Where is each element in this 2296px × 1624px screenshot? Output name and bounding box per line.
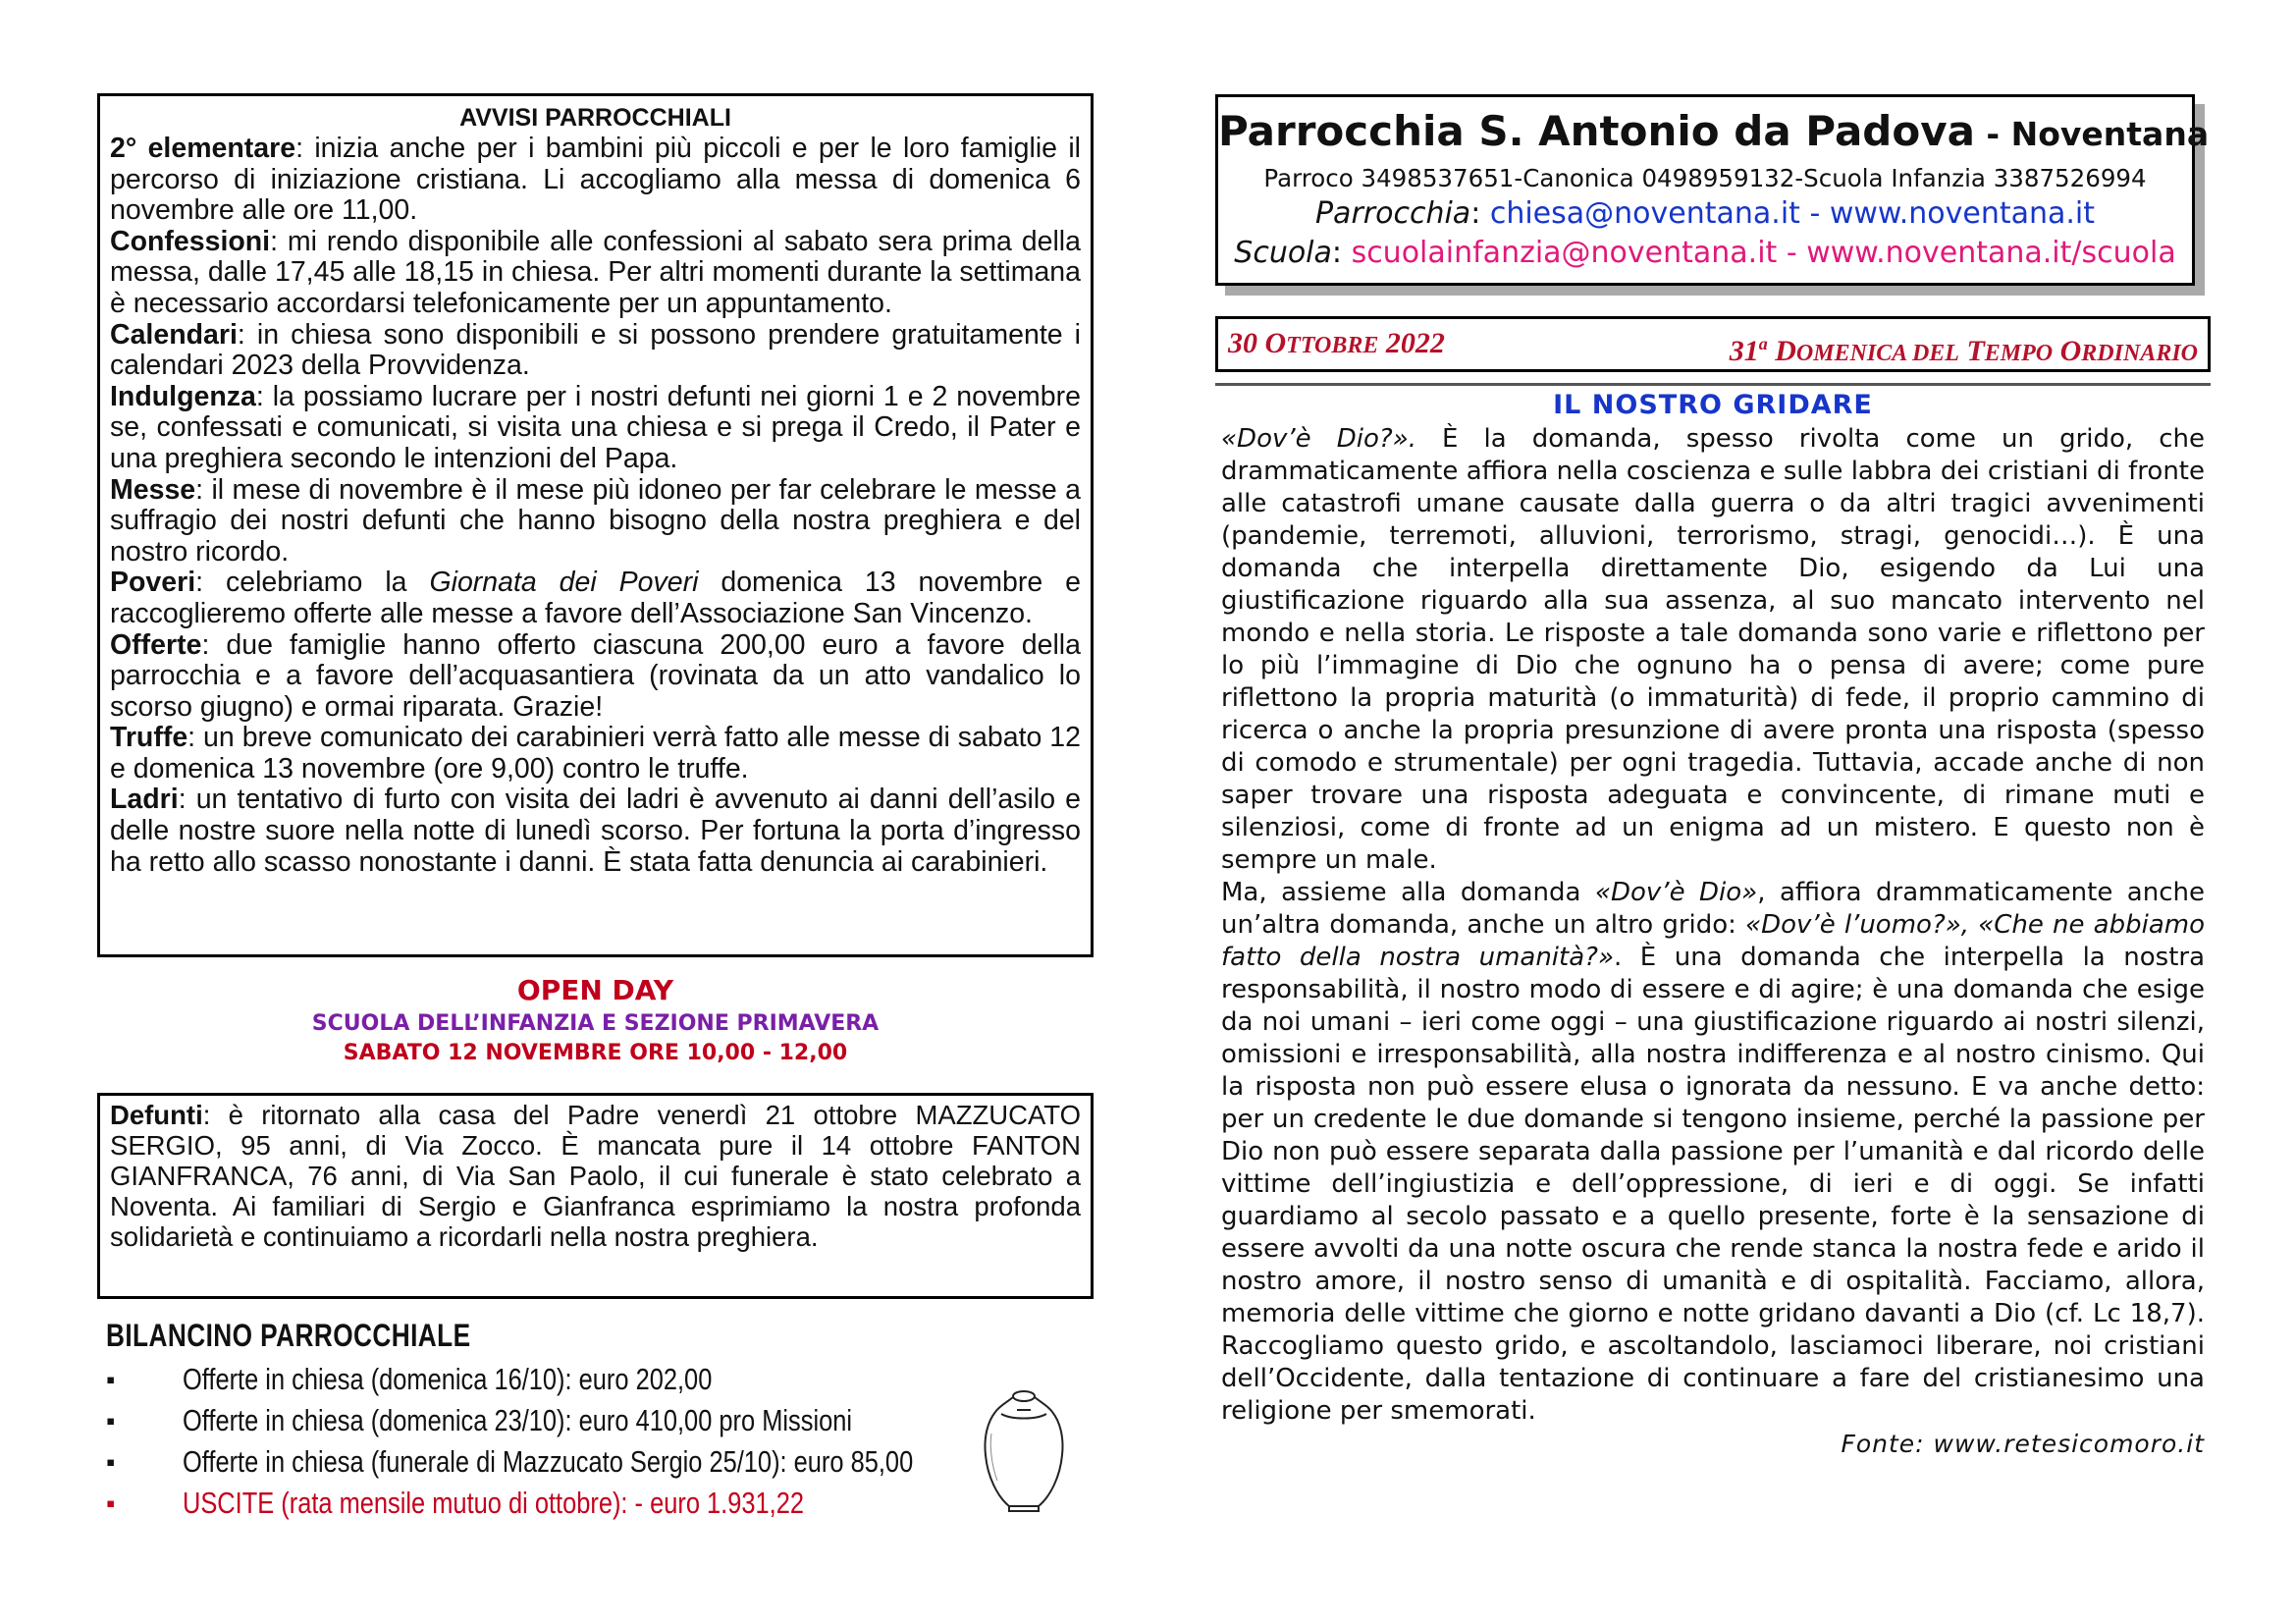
bilancino-item-text: Offerte in chiesa (funerale di Mazzucato Sergio 25/10): euro 85,00 [183,1444,914,1479]
offering-urn-icon [978,1386,1070,1514]
list-item [106,1359,1088,1400]
avviso-label: Messe [110,473,196,506]
parish-location: - Noventana [1974,115,2210,153]
article-paragraph [1221,877,2205,1428]
avviso-label: Poveri [110,567,196,599]
article-text: Ma, assieme alla domanda [1221,878,1595,907]
scuola-email-link[interactable]: scuolainfanzia@noventana.it [1351,236,1778,270]
sunday-part: RDINARIO [2081,341,2198,366]
open-day-title: OPEN DAY [516,974,674,1006]
avviso-item [110,227,1081,320]
avviso-item [110,568,1081,629]
parrocchia-web-link[interactable]: www.noventana.it [1829,196,2096,231]
sunday-part: OMENICA DEL [1795,341,1959,366]
list-item [106,1400,1088,1441]
open-day-notice [97,972,1094,1068]
article-title: IL NOSTRO GRIDARE [1553,390,1873,420]
issue-date [1228,319,1445,370]
avviso-text: : mi rendo disponibile alle confessioni al sabato sera prima della messa, dalle 17,45 alle 18,15 in chiesa. Per altri momenti durante la settimana è necessario accordarsi telefonicamente per un appuntamento. [110,225,1081,319]
date-part: 2022 [1378,327,1445,359]
avviso-label: Indulgenza [110,380,256,412]
avvisi-title: AVVISI PARROCCHIALI [459,104,731,132]
parrocchia-label: Parrocchia [1314,196,1471,231]
bilancino-item-text: Offerte in chiesa (domenica 16/10): euro 202,00 [183,1362,713,1396]
avviso-text: : in chiesa sono disponibili e si possono prendere gratuitamente i calendari 2023 della Provvidenza. [110,318,1081,382]
list-item [106,1483,1088,1524]
bilancino-item-text: Offerte in chiesa (domenica 23/10): euro 410,00 pro Missioni [183,1403,853,1437]
sunday-part: D [1767,335,1796,367]
article-text: . È una domanda che interpella la nostra responsabilità, il nostro modo di essere e di agire; è una domanda che esige da noi umani – ieri come oggi – una giustificazione riguardo ai nostri silenzi, omissioni e irresponsabilità, alla nostra indifferenza e al nostro cinismo. Qui la risposta non può essere elusa o ignorata da nessuno. E va anche detto: per un credente le due domande si tengono insieme, perché la passione per Dio non può essere separata dalla passione per l’umanità e dal ricordo delle vittime dell’ingiustizia e dell’oppressione, di ieri e di oggi. Se infatti guardiamo al secolo passato e a quello presente, forte è la sensazione di essere avvolti da una notte oscura che rende stanca la nostra fede e arido il nostro amore, il nostro senso di umanità e di ospitalità. Facciamo, allora, memoria delle vittime che giorno e notte gridano davanti a Dio (cf. Lc 18,7). Raccogliamo questo grido, e ascoltandolo, lasciamoci liberare, noi cristiani dell’Occidente, dalla tentazione di continuare a fare del cristianesimo una religione per smemorati. [1221,943,2206,1426]
defunti-box [97,1093,1094,1299]
parish-title [1218,103,2210,163]
scuola-line: Scuola: scuolainfanzia@noventana.it - www.noventana.it/scuola [1234,236,2176,270]
defunti-text: : è ritornato alla casa del Padre venerdì 21 ottobre MAZZUCATO SERGIO, 95 anni, di Via Zocco. È mancata pure il 14 ottobre FANTON GIANFRANCA, 76 anni, di Via San Paolo, il cui funerale è stato celebrato a Noventa. Ai familiari di Sergio e Gianfranca esprimiamo la nostra profonda solidarietà e continuiamo a ricordarli nella nostra preghiera. [110,1100,1081,1252]
avviso-text: : il mese di novembre è il mese più idoneo per far celebrare le messe a suffragio dei nostri defunti che hanno bisogno della nostra preghiera e del nostro ricordo. [110,473,1081,568]
open-day-when: SABATO 12 NOVEMBRE ORE 10,00 - 12,00 [343,1041,848,1065]
avviso-label: Offerte [110,628,202,661]
bilancino-title: BILANCINO PARROCCHIALE [106,1318,471,1353]
avviso-item [110,723,1081,785]
bullet-icon: ▪ [106,1406,116,1435]
avviso-item [110,785,1081,878]
avviso-italic: Giornata dei Poveri [429,567,699,599]
avviso-item [110,475,1081,568]
avviso-text: : inizia anche per i bambini più piccoli e per le loro famiglie il percorso di iniziazione cristiana. Li accogliamo alla messa di domenica 6 novembre alle ore 11,00. [110,133,1081,227]
separator: - [1799,196,1830,231]
avviso-text: : due famiglie hanno offerto ciascuna 200,00 euro a favore della parrocchia e a favore dell’acquasantiera (rovinata da un atto vandalico lo scorso giugno) e ormai riparata. Grazie! [110,628,1081,723]
sunday-part: a [1758,334,1768,353]
article-quote: «Dov’è Dio?». [1221,424,1416,454]
avviso-label: Calendari [110,318,238,351]
avviso-text: : un breve comunicato dei carabinieri verrà fatto alle messe di sabato 12 e domenica 13 novembre (ore 9,00) contro le truffe. [110,722,1081,785]
article-paragraph [1221,423,2205,877]
divider [1215,383,2211,386]
avviso-label: 2° elementare [110,133,296,164]
avviso-item [110,630,1081,724]
bullet-icon: ▪ [106,1489,116,1518]
avviso-text: : un tentativo di furto con visita dei ladri è avvenuto ai danni dell’asilo e delle nostre suore nella notte di lunedì scorso. Per fortuna la porta d’ingresso ha retto allo scasso nonostante i danni. È stata fatta denuncia ai carabinieri. [110,784,1081,878]
parish-contacts: Parroco 3498537651-Canonica 0498959132-Scuola Infanzia 3387526994 [1263,164,2147,192]
date-part: TTOBRE [1286,333,1379,358]
list-item [106,1441,1088,1483]
avviso-text: : la possiamo lucrare per i nostri defunti nei giorni 1 e 2 novembre se, confessati e comunicati, si visita una chiesa e si prega il Credo, il Pater e una preghiera secondo le intenzioni del Papa. [110,380,1081,474]
avviso-item [110,320,1081,382]
sunday-part: T [1958,335,1985,367]
article [1221,388,2205,1461]
article-text: È la domanda, spesso rivolta come un grido, che drammaticamente affiora nella coscienza e sulle labbra dei cristiani di fronte alle catastrofi umane causate dalla guerra o da altri tragici avvenimenti (pandemie, terremoti, alluvioni, terrorismo, stragi, genocidi…). È una domanda che interpella direttamente Dio, esigendo da Lui una giustificazione riguardo alla sua assenza, al suo mancato intervento nel mondo e nella storia. Le risposte a tale domanda sono varie e riflettono per lo più l’immagine di Dio che ognuno ha o pensa di avere; come pure riflettono la propria maturità (o immaturità) di fede, il proprio cammino di ricerca o anche la propria presunzione di avere pronta una risposta (spesso di comodo e strumentale) per ogni tragedia. Tuttavia, accade anche di non saper trovare una risposta adeguata e convincente, di rimane muti e silenziosi, come di fronte ad un enigma ad un mistero. E questo non è sempre un male. [1221,424,2206,875]
avviso-label: Ladri [110,784,179,816]
article-quote: «Dov’è l’uomo?», «Che ne abbiamo fatto della nostra umanità?» [1221,910,2205,972]
liturgical-sunday [1730,319,2198,378]
parish-header [1215,94,2210,286]
article-source: Fonte: www.retesicomoro.it [1841,1430,2205,1458]
sunday-part: 31 [1729,335,1759,367]
avviso-text: : celebriamo la [195,567,430,599]
article-quote: «Dov’è Dio» [1594,878,1758,907]
avviso-item [110,382,1081,475]
liturgical-date-band [1215,316,2211,372]
sunday-part: O [2053,335,2082,367]
date-part: 30 O [1228,327,1287,359]
parrocchia-email-link[interactable]: chiesa@noventana.it [1489,196,1800,231]
avviso-label: Truffe [110,722,188,754]
separator: - [1777,236,1807,270]
parrocchia-line: Parrocchia: chiesa@noventana.it - www.noventana.it [1314,196,2096,231]
article-text: , affiora drammaticamente anche un’altra domanda, anche un altro grido: [1221,878,2205,940]
avvisi-box [97,93,1094,957]
defunti-label: Defunti [110,1100,203,1130]
scuola-web-link[interactable]: www.noventana.it/scuola [1806,236,2176,270]
bilancino-section [106,1316,1088,1524]
avviso-text: domenica 13 novembre e raccoglieremo offerte alle messe a favore dell’Associazione San Vincenzo. [110,567,1081,629]
bullet-icon: ▪ [106,1365,116,1394]
bullet-icon: ▪ [106,1447,116,1477]
scuola-label: Scuola [1234,236,1332,270]
bilancino-item-text: USCITE (rata mensile mutuo di ottobre): - euro 1.931,22 [183,1486,804,1520]
bilancino-list [106,1359,1088,1524]
open-day-subtitle: SCUOLA DELL’INFANZIA E SEZIONE PRIMAVERA [311,1011,880,1036]
avviso-label: Confessioni [110,225,271,257]
avviso-item [110,134,1081,227]
parish-name: Parrocchia S. Antonio da Padova [1218,107,1975,155]
sunday-part: EMPO [1984,341,2054,366]
